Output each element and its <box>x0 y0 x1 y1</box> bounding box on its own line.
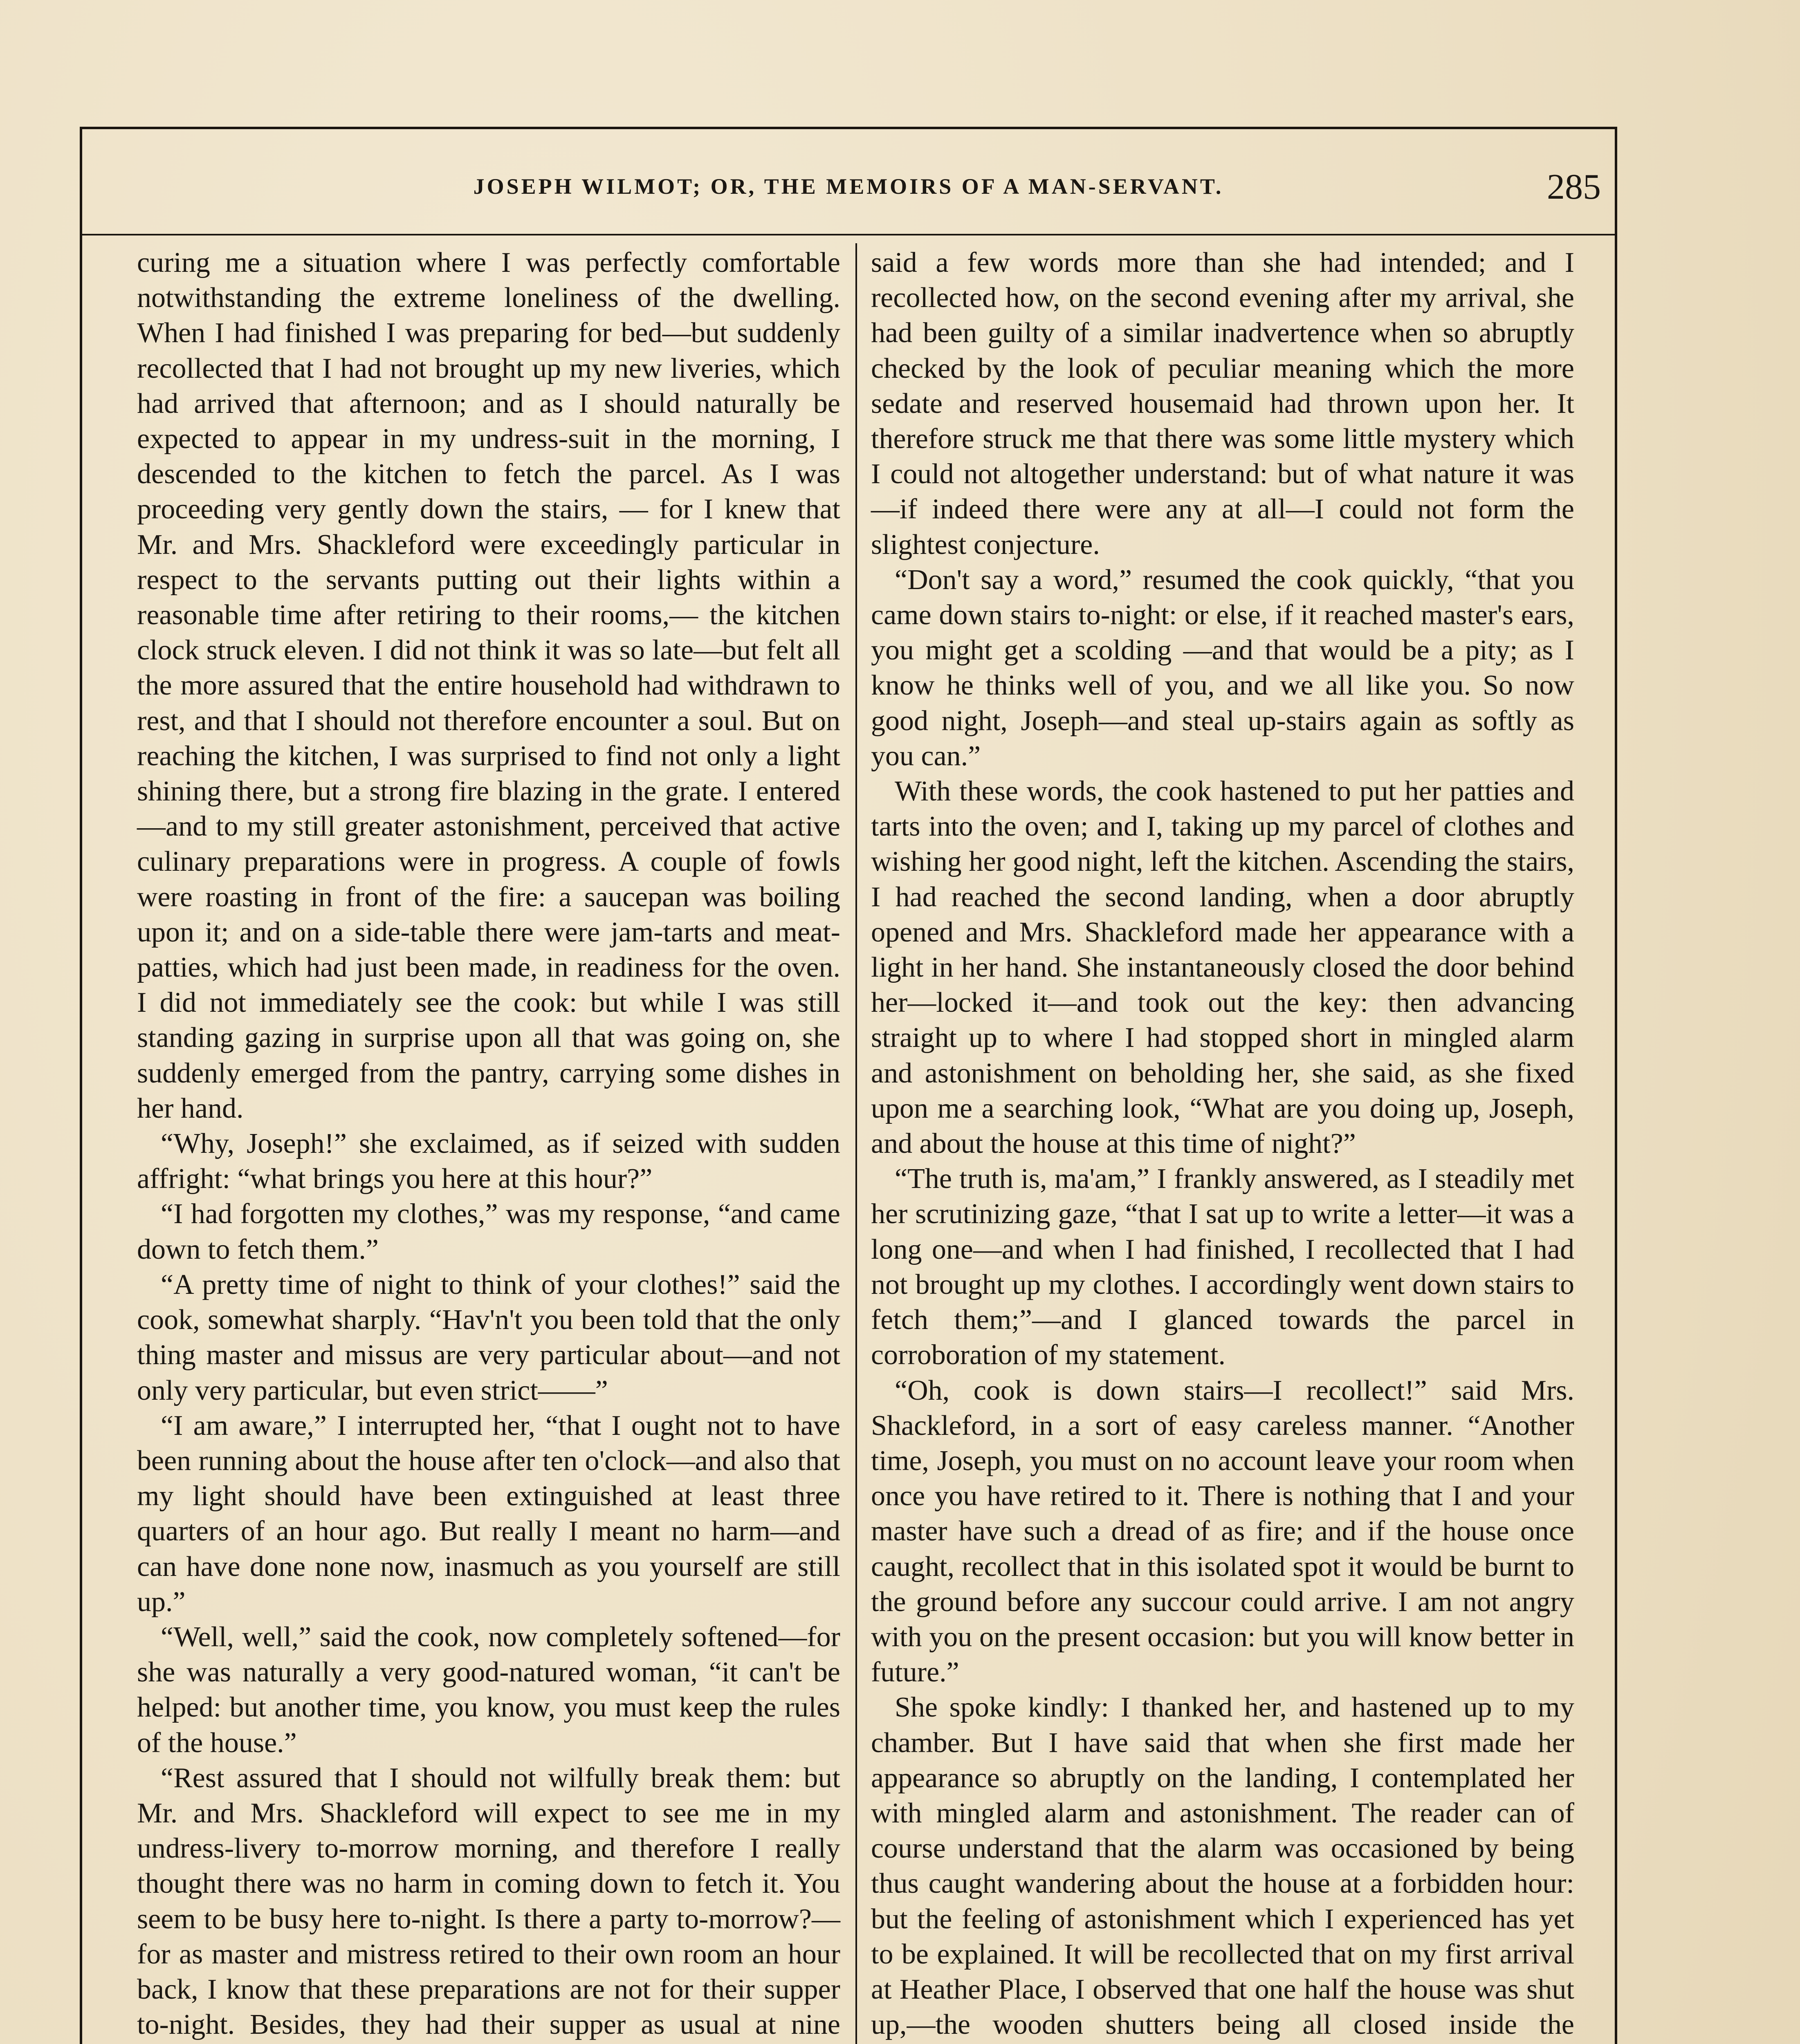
paragraph: “A pretty time of night to think of your clothes!” said the cook, somewhat sharply. “Hav'n't you been told that the only thing master and missus are very particular about—and not only very particular, but even strict——” <box>137 1269 840 1406</box>
paragraph: “Why, Joseph!” she exclaimed, as if seized with sudden affright: “what brings you here at this hour?” <box>137 1128 840 1195</box>
paragraph: She spoke kindly: I thanked her, and hastened up to my chamber. But I have said that when she first made her appearance so abruptly on the landing, I contemplated her with mingled alarm and astonishment. The reader can of course understand that the alarm was occasioned by being thus caught wandering about the house at a forbidden hour: but the feeling of astonishment which I experienced has yet to be explained. It will be recollected that on my first arrival at Heather Place, I observed that one half the house was shut up,—the wooden shutters being all closed inside the <box>871 1692 1574 2041</box>
paragraph: “Well, well,” said the cook, now completely softened—for she was naturally a very good-natured woman, “it can't be helped: but another time, you know, you must keep the rules of the house.” <box>137 1621 840 1759</box>
paragraph: curing me a situation where I was perfectly comfortable notwithstanding the extreme loneliness of the dwelling. When I had finished I was preparing for bed—but suddenly recollected that I had not brought up my new liveries, which had arrived that afternoon; and as I should naturally be expected to appear in my undress-suit in the morning, I descended to the kitchen to fetch the parcel. As I was proceeding very gently down the stairs, — for I knew that Mr. and Mrs. Shackleford were exceedingly particular in respect to the servants putting out their lights within a reasonable time after retiring to their rooms,— the kitchen clock struck eleven. I did not think it was so late—but felt all the more assured that the entire household had withdrawn to rest, and that I should not therefore encounter a soul. But on reaching the kitchen, I was surprised to find not only a light shining there, but a strong fire blazing in the grate. I entered—and to my still greater astonishment, perceived that active culinary preparations were in progress. A couple of fowls were roasting in front of the fire: a saucepan was boiling upon it; and on a side-table there were jam-tarts and meat-patties, which had just been made, in readiness for the oven. I did not immediately see the cook: but while I was still standing gazing in surprise upon all that was going on, she suddenly emerged from the pantry, carrying some dishes in her hand. <box>137 247 840 1124</box>
paragraph: “Rest assured that I should not wilfully break them: but Mr. and Mrs. Shackleford will expect to see me in my undress-livery to-morrow morning, and therefore I really thought there was no harm in coming down to fetch it. You seem to be busy here to-night. Is there a party to-morrow?—for as master and mistress retired to their own room an hour back, I know that these preparations are not for their supper to-night. Besides, they had their supper as usual at nine <box>137 1762 840 2041</box>
paragraph: “Oh, cook is down stairs—I recollect!” said Mrs. Shackleford, in a sort of easy careless manner. “Another time, Joseph, you must on no account leave your room when once you have retired to it. There is nothing that I and your master have such a dread of as fire; and if the house once caught, recollect that in this isolated spot it would be burnt to the ground before any succour could arrive. I am not angry with you on the present occasion: but you will know better in future.” <box>871 1374 1574 1688</box>
page-header <box>80 167 1617 223</box>
frame-right-rule <box>1615 127 1617 2044</box>
frame-top-rule <box>80 127 1617 129</box>
header-underline <box>80 234 1617 235</box>
paragraph: “The truth is, ma'am,” I frankly answered, as I steadily met her scrutinizing gaze, “that I sat up to write a letter—it was a long one—and when I had finished, I recollected that I had not brought up my clothes. I accordingly went down stairs to fetch them;”—and I glanced towards the parcel in corroboration of my statement. <box>871 1163 1574 1371</box>
right-column <box>871 245 1574 2044</box>
page-number: 285 <box>1547 167 1601 207</box>
column-divider <box>855 243 857 2044</box>
frame-left-rule <box>80 127 82 2044</box>
running-title: JOSEPH WILMOT; OR, THE MEMOIRS OF A MAN-SERVANT. <box>473 174 1224 199</box>
paragraph: “Don't say a word,” resumed the cook quickly, “that you came down stairs to-night: or else, if it reached master's ears, you might get a scolding —and that would be a pity; as I know he thinks well of you, and we all like you. So now good night, Joseph—and steal up-stairs again as softly as you can.” <box>871 564 1574 772</box>
paragraph: “I am aware,” I interrupted her, “that I ought not to have been running about the house after ten o'clock—and also that my light should have been extinguished at least three quarters of an hour ago. But really I meant no harm—and can have done none now, inasmuch as you yourself are still up.” <box>137 1410 840 1618</box>
page-frame <box>80 127 1617 2044</box>
paragraph: said a few words more than she had intended; and I recollected how, on the second evening after my arrival, she had been guilty of a similar inadvertence when so abruptly checked by the look of peculiar meaning which the more sedate and reserved housemaid had thrown upon her. It therefore struck me that there was some little mystery which I could not altogether understand: but of what nature it was—if indeed there were any at all—I could not form the slightest conjecture. <box>871 247 1574 560</box>
paragraph: With these words, the cook hastened to put her patties and tarts into the oven; and I, taking up my parcel of clothes and wishing her good night, left the kitchen. Ascending the stairs, I had reached the second landing, when a door abruptly opened and Mrs. Shackleford made her appearance with a light in her hand. She instantaneously closed the door behind her—locked it—and took out the key: then advancing straight up to where I had stopped short in mingled alarm and astonishment on beholding her, she said, as she fixed upon me a searching look, “What are you doing up, Joseph, and about the house at this time of night?” <box>871 775 1574 1160</box>
paragraph: “I had forgotten my clothes,” was my response, “and came down to fetch them.” <box>137 1198 840 1265</box>
left-column <box>137 245 840 2044</box>
